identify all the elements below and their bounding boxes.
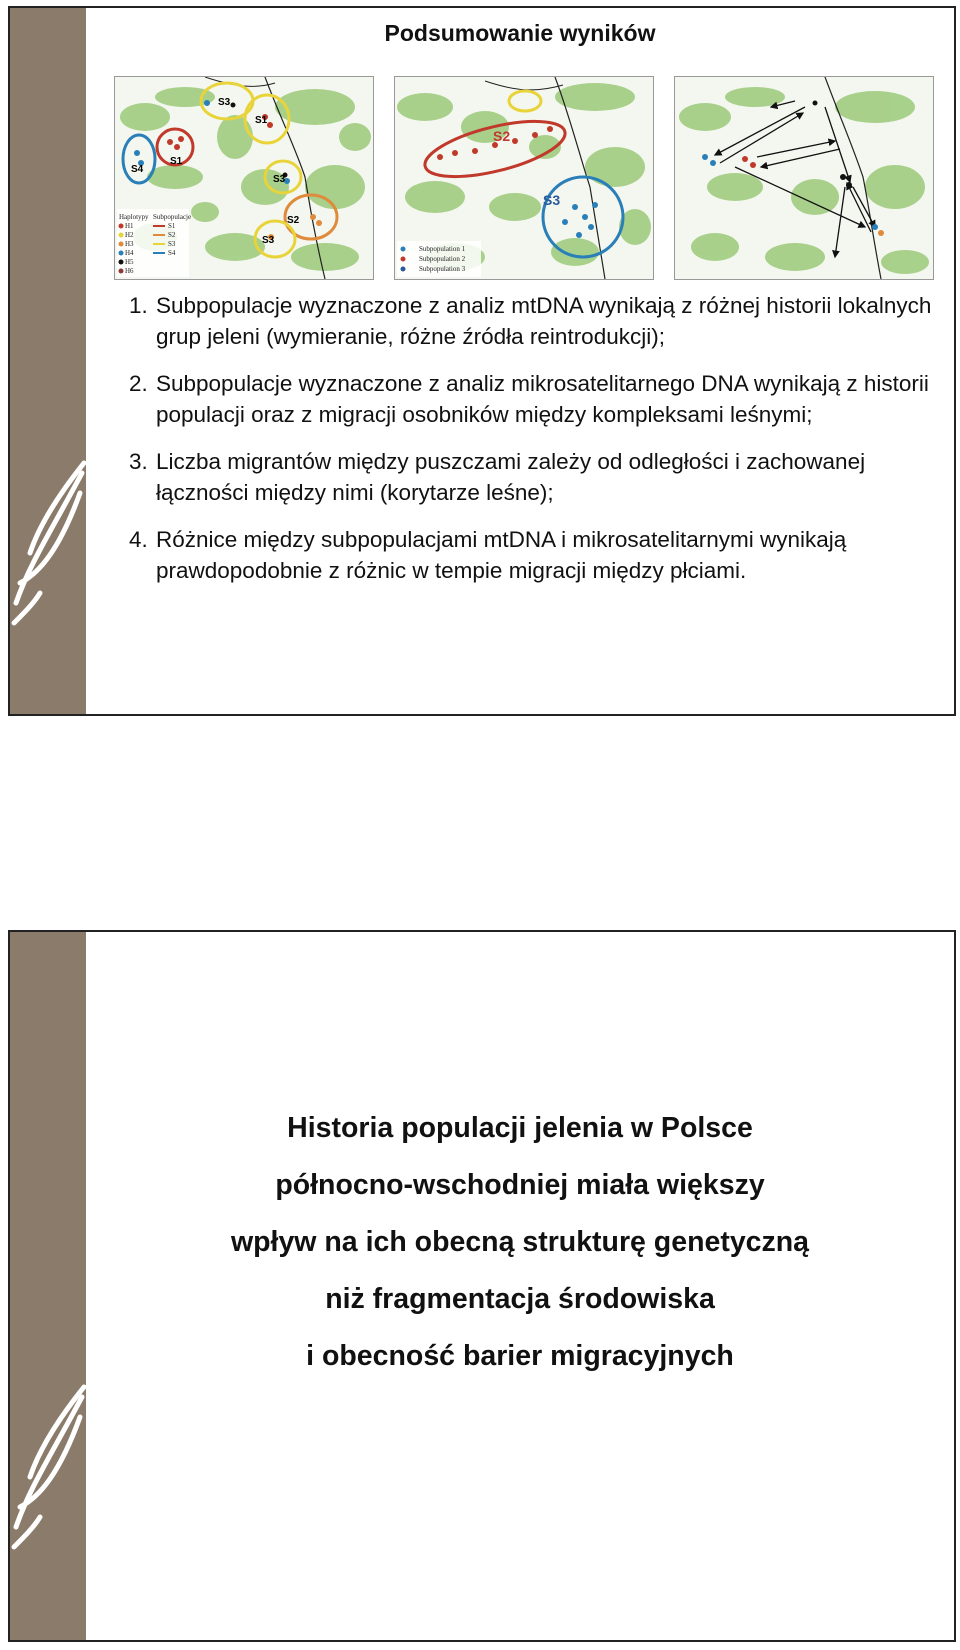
svg-text:S3: S3 bbox=[168, 240, 176, 248]
map1-label: S3 bbox=[262, 235, 275, 246]
conclusion-line: wpływ na ich obecną strukturę genetyczną bbox=[230, 1226, 810, 1258]
summary-list bbox=[118, 290, 934, 602]
map1-label: S1 bbox=[255, 115, 268, 126]
conclusion-line: Historia populacji jelenia w Polsce bbox=[287, 1112, 753, 1144]
map1-label: S3 bbox=[218, 97, 231, 108]
map-mtdna-subpopulations bbox=[114, 76, 374, 280]
conclusion-line: północno-wschodniej miała większy bbox=[275, 1169, 765, 1201]
map2-legend bbox=[397, 241, 481, 277]
map1-legend bbox=[117, 209, 191, 277]
summary-point-2: 2. Subpopulacje wyznaczone z analiz mikrosatelitarnego DNA wynikają z historii populacji oraz z migracji osobników między kompleksami leśnymi; bbox=[154, 368, 934, 430]
svg-text:Subpopulation 3: Subpopulation 3 bbox=[419, 265, 466, 273]
quill-logo-icon bbox=[10, 1377, 86, 1557]
map1-label: S3 bbox=[273, 174, 286, 185]
svg-text:Haplotypy: Haplotypy bbox=[119, 213, 149, 221]
slide-summary bbox=[8, 6, 956, 716]
svg-text:H6: H6 bbox=[125, 267, 134, 275]
conclusion-text bbox=[86, 1100, 954, 1385]
summary-point-1: 1. Subpopulacje wyznaczone z analiz mtDNA wynikają z różnej historii lokalnych grup jeleni (wymieranie, różne źródła reintrodukcji); bbox=[154, 290, 934, 352]
map2-label: S2 bbox=[493, 128, 511, 144]
svg-text:H2: H2 bbox=[125, 231, 134, 239]
svg-text:H3: H3 bbox=[125, 240, 134, 248]
svg-text:Subpopulation 2: Subpopulation 2 bbox=[419, 255, 466, 263]
svg-text:H5: H5 bbox=[125, 258, 134, 266]
slide-sidebar bbox=[10, 932, 86, 1640]
svg-text:S4: S4 bbox=[168, 249, 176, 257]
conclusion-line: niż fragmentacja środowiska bbox=[325, 1283, 715, 1315]
slide-sidebar bbox=[10, 8, 86, 714]
svg-text:Subpopulation 1: Subpopulation 1 bbox=[419, 245, 466, 253]
svg-text:H1: H1 bbox=[125, 222, 134, 230]
map-migration-arrows bbox=[674, 76, 934, 280]
map-microsatellite-subpopulations bbox=[394, 76, 654, 280]
conclusion-line: i obecność barier migracyjnych bbox=[306, 1340, 734, 1372]
svg-text:H4: H4 bbox=[125, 249, 134, 257]
svg-text:S2: S2 bbox=[168, 231, 176, 239]
svg-text:S1: S1 bbox=[168, 222, 176, 230]
quill-logo-icon bbox=[10, 453, 86, 633]
map1-label: S4 bbox=[131, 164, 144, 175]
map2-label: S3 bbox=[543, 192, 561, 208]
summary-point-3: 3. Liczba migrantów między puszczami zależy od odległości i zachowanej łączności między nimi (korytarze leśne); bbox=[154, 446, 934, 508]
map1-label: S1 bbox=[170, 156, 183, 167]
svg-text:Subpopulacje: Subpopulacje bbox=[153, 213, 192, 221]
slide-title: Podsumowanie wyników bbox=[384, 20, 656, 46]
summary-point-4: 4. Różnice między subpopulacjami mtDNA i mikrosatelitarnymi wynikają prawdopodobnie z różnic w tempie migracji między płciami. bbox=[154, 524, 934, 586]
slide-conclusion bbox=[8, 930, 956, 1642]
map1-label: S2 bbox=[287, 215, 300, 226]
